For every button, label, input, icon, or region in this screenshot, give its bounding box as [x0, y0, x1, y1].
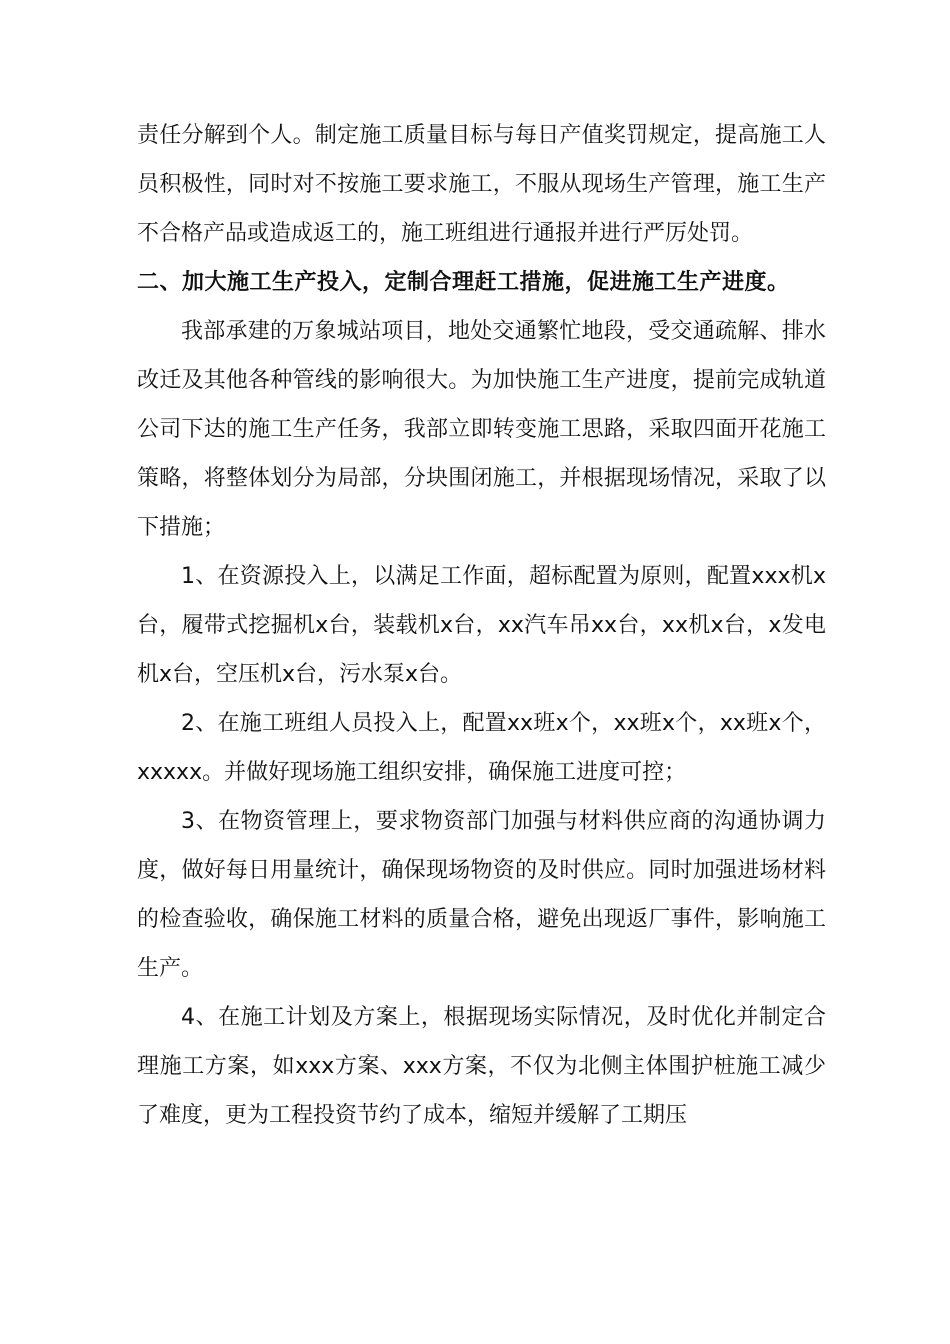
document-body: [137, 111, 826, 1140]
section-heading-2: 二、加大施工生产投入，定制合理赶工措施，促进施工生产进度。: [137, 270, 790, 295]
paragraph-measure-3: 3、在物资管理上，要求物资部门加强与材料供应商的沟通协调力度，做好每日用量统计，确保现场物资的及时供应。同时加强进场材料的检查验收，确保施工材料的质量合格，避免出现返厂事件，影响施工生产。: [137, 809, 826, 981]
paragraph-responsibility: 责任分解到个人。制定施工质量目标与每日产值奖罚规定，提高施工人员积极性，同时对不按施工要求施工，不服从现场生产管理，施工生产不合格产品或造成返工的，施工班组进行通报并进行严厉处罚。: [137, 123, 826, 246]
paragraph-measure-2: 2、在施工班组人员投入上，配置xx班x个，xx班x个，xx班x个，xxxxx。并做好现场施工组织安排，确保施工进度可控；: [137, 711, 826, 785]
paragraph-measure-4: 4、在施工计划及方案上，根据现场实际情况，及时优化并制定合理施工方案，如xxx方案、xxx方案，不仅为北侧主体围护桩施工减少了难度，更为工程投资节约了成本，缩短并缓解了工期压: [137, 1005, 826, 1128]
paragraph-measure-1: 1、在资源投入上，以满足工作面，超标配置为原则，配置xxx机x台，履带式挖掘机x台，装载机x台，xx汽车吊xx台，xx机x台，x发电机x台，空压机x台，污水泵x台。: [137, 564, 826, 687]
paragraph-project-intro: 我部承建的万象城站项目，地处交通繁忙地段，受交通疏解、排水改迁及其他各种管线的影响很大。为加快施工生产进度，提前完成轨道公司下达的施工生产任务，我部立即转变施工思路，采取四面开花施工策略，将整体划分为局部，分块围闭施工，并根据现场情况，采取了以下措施；: [137, 319, 826, 540]
